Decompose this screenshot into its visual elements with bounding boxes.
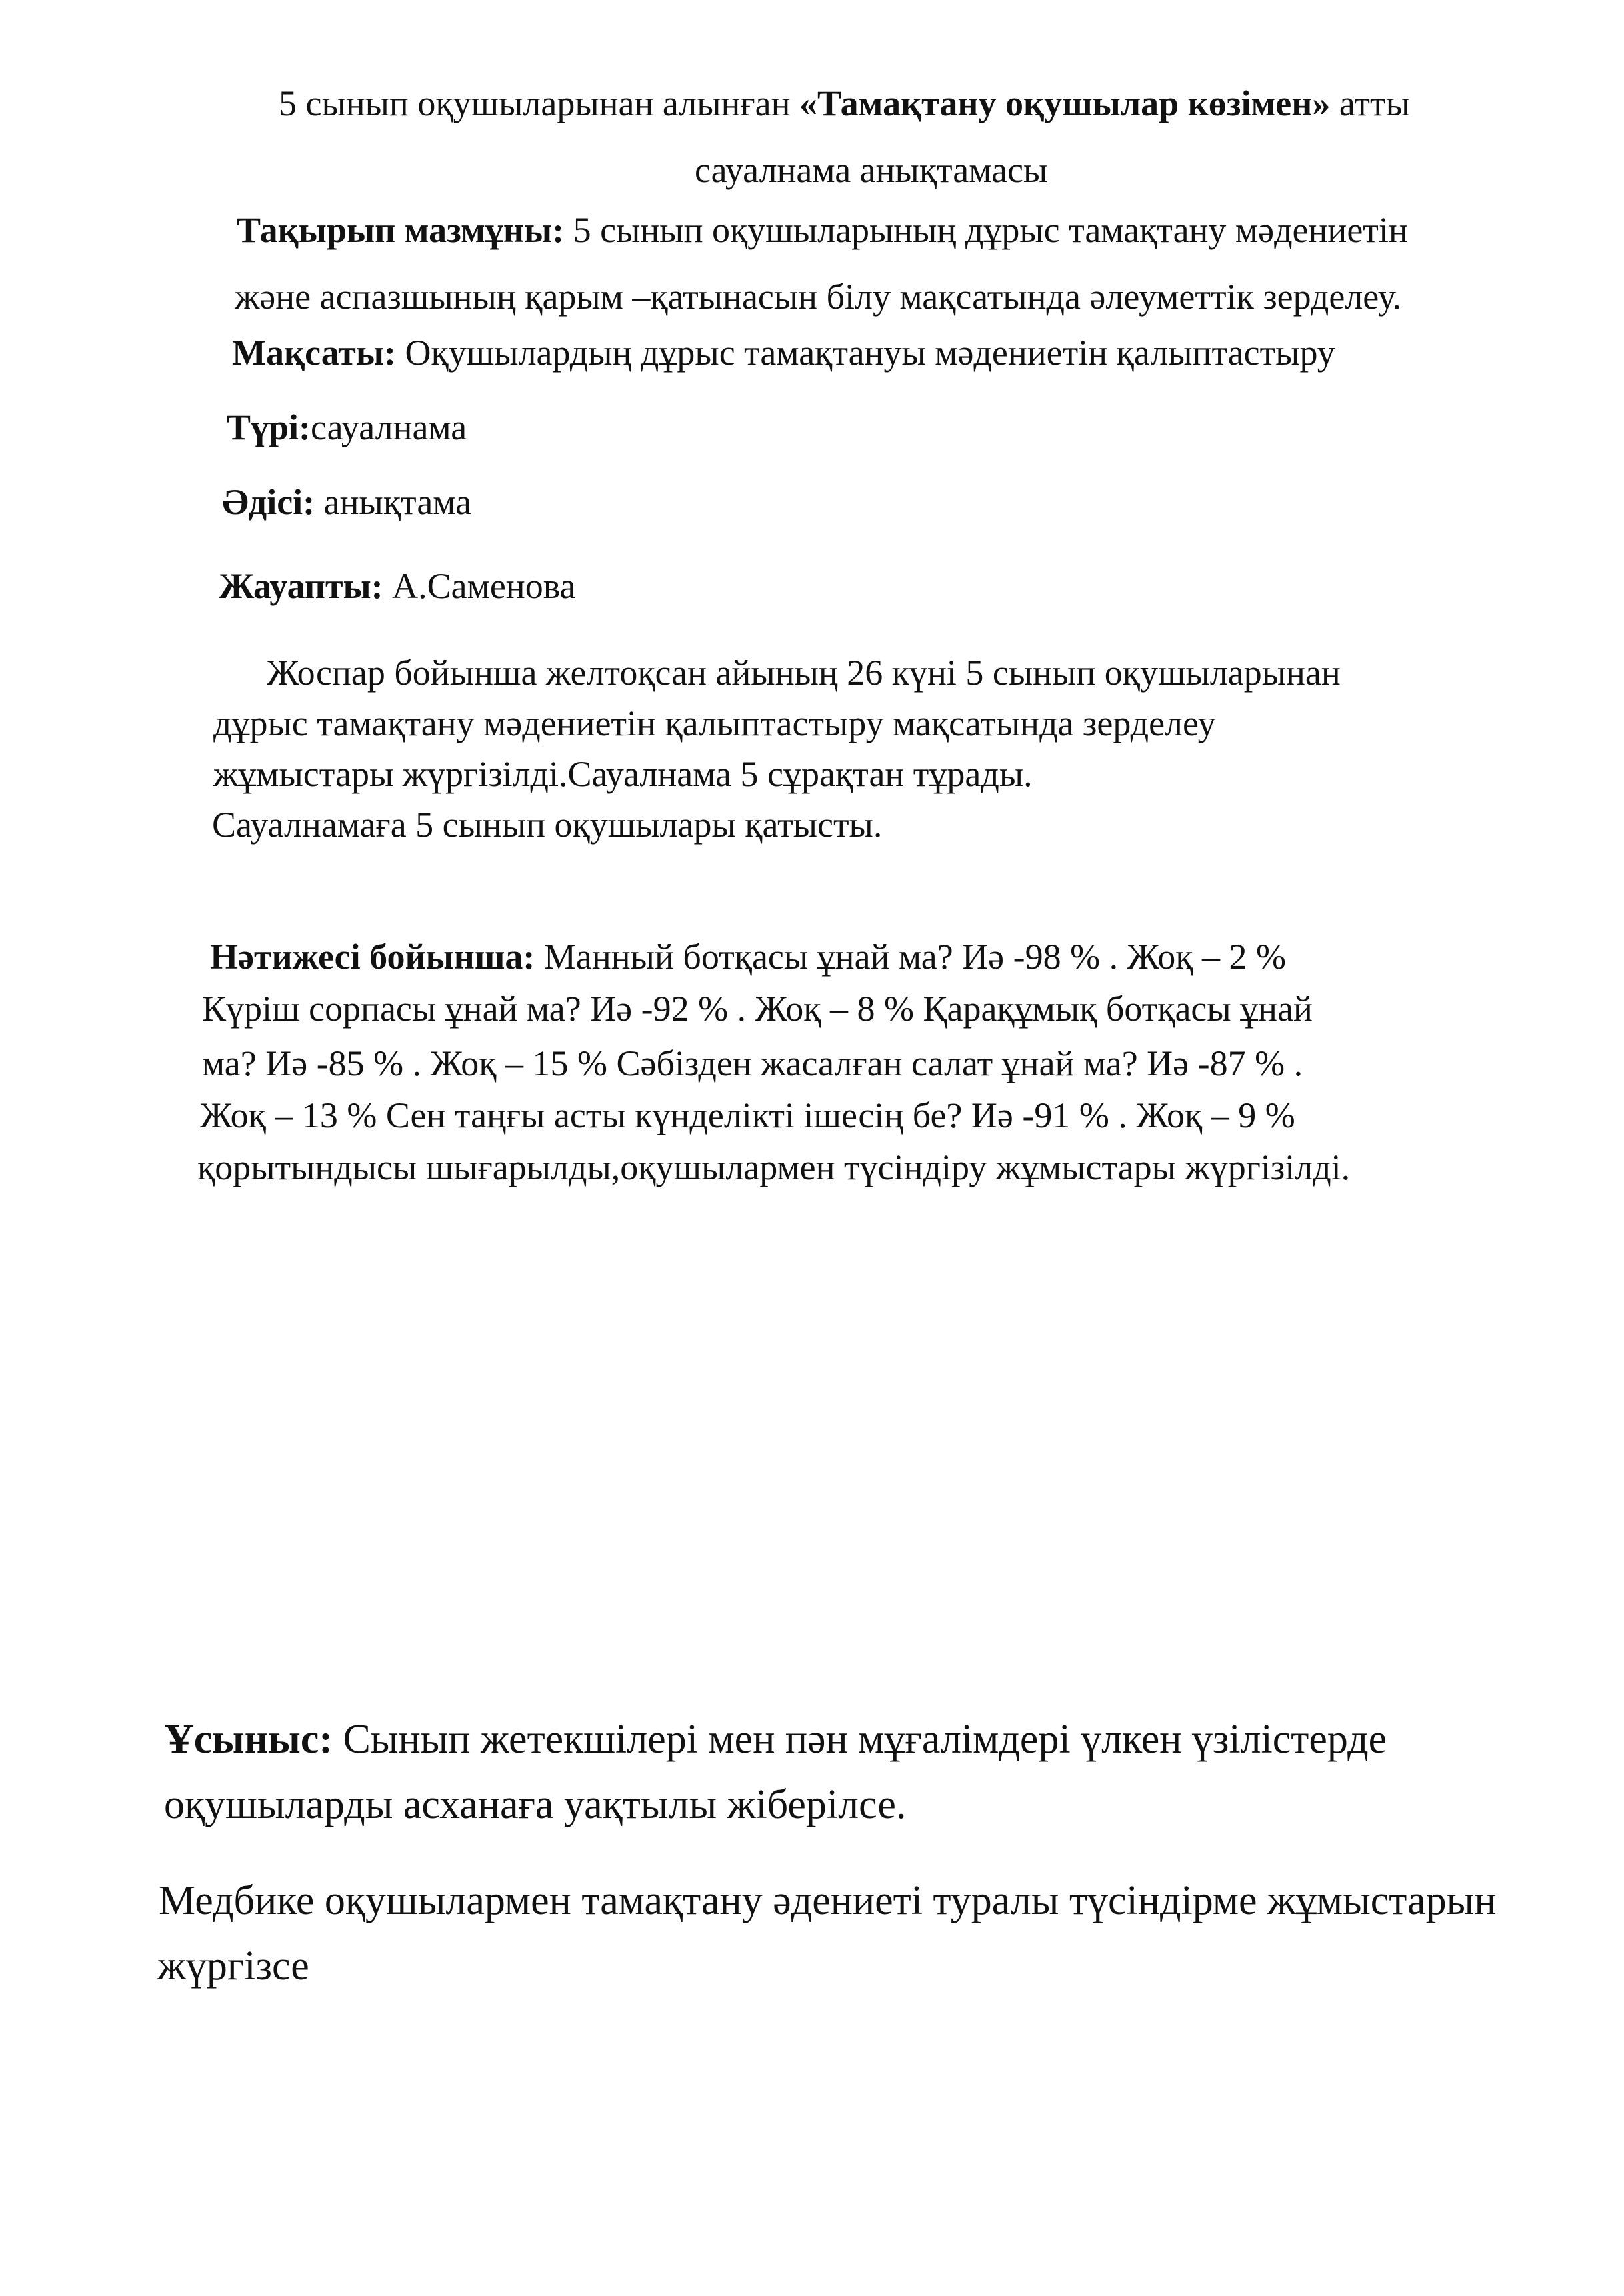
header-suffix: атты bbox=[1330, 83, 1410, 123]
plan-line-3: жұмыстары жүргізілді.Сауалнама 5 сұрақтан тұрады. bbox=[213, 754, 1033, 794]
responsible-line bbox=[219, 568, 575, 604]
method-text: анықтама bbox=[315, 482, 472, 522]
plan-line-4: Сауалнамаға 5 сынып оқушылары қатысты. bbox=[212, 805, 883, 845]
goal-line bbox=[232, 335, 1335, 371]
type-line bbox=[227, 409, 467, 445]
results-line-3: ма? Иә -85 % . Жоқ – 15 % Сәбізден жасалған салат ұнай ма? Иә -87 % . bbox=[202, 1043, 1303, 1083]
header-line-2: сауалнама анықтамасы bbox=[695, 150, 1048, 190]
recommendation-line-4: жүргізсе bbox=[157, 1943, 309, 1989]
header-line-1 bbox=[279, 85, 1410, 121]
responsible-label: Жауапты: bbox=[219, 566, 383, 606]
topic-line-2: және аспазшының қарым –қатынасын білу мақсатында әлеуметтік зерделеу. bbox=[235, 277, 1402, 317]
plan-line-1: Жоспар бойынша желтоқсан айының 26 күні 5 сынып оқушыларынан bbox=[267, 653, 1341, 693]
goal-label: Мақсаты: bbox=[232, 333, 396, 373]
results-line-1 bbox=[210, 939, 1286, 975]
recommendation-line-2: оқушыларды асханаға уақтылы жіберілсе. bbox=[164, 1782, 907, 1827]
topic-line-1 bbox=[237, 212, 1408, 248]
results-text-1: Манный ботқасы ұнай ма? Иә -98 % . Жоқ – 2 % bbox=[535, 937, 1286, 977]
results-line-2: Күріш сорпасы ұнай ма? Иә -92 % . Жоқ – 8 % Қарақұмық ботқасы ұнай bbox=[202, 989, 1313, 1029]
header-prefix: 5 сынып оқушыларынан алынған bbox=[279, 83, 799, 123]
results-line-5: қорытындысы шығарылды,оқушылармен түсіндіру жұмыстары жүргізілді. bbox=[197, 1147, 1351, 1187]
goal-text: Оқушылардың дұрыс тамақтануы мәдениетін қалыптастыру bbox=[395, 333, 1335, 373]
recommendation-label: Ұсыныс: bbox=[164, 1717, 333, 1762]
method-line bbox=[222, 484, 471, 520]
recommendation-line-1 bbox=[164, 1719, 1387, 1760]
topic-label: Тақырып мазмұны: bbox=[237, 210, 565, 250]
plan-line-2: дұрыс тамақтану мәдениетін қалыптастыру мақсатында зерделеу bbox=[213, 703, 1216, 743]
results-label: Нәтижесі бойынша: bbox=[210, 937, 535, 977]
method-label: Әдісі: bbox=[222, 482, 315, 522]
responsible-text: А.Саменова bbox=[383, 566, 576, 606]
recommendation-line-3: Медбике оқушылармен тамақтану әдениеті туралы түсіндірме жұмыстарын bbox=[159, 1878, 1497, 1923]
header-survey-title: «Тамақтану оқушылар көзімен» bbox=[799, 83, 1331, 123]
type-label: Түрі: bbox=[227, 407, 311, 447]
results-line-4: Жоқ – 13 % Сен таңғы асты күнделікті ішесің бе? Иә -91 % . Жоқ – 9 % bbox=[200, 1095, 1295, 1135]
topic-text-1: 5 сынып оқушыларының дұрыс тамақтану мәдениетін bbox=[564, 210, 1408, 250]
type-text: сауалнама bbox=[311, 407, 467, 447]
recommendation-text-1: Сынып жетекшілері мен пән мұғалімдері үлкен үзілістерде bbox=[333, 1717, 1387, 1762]
